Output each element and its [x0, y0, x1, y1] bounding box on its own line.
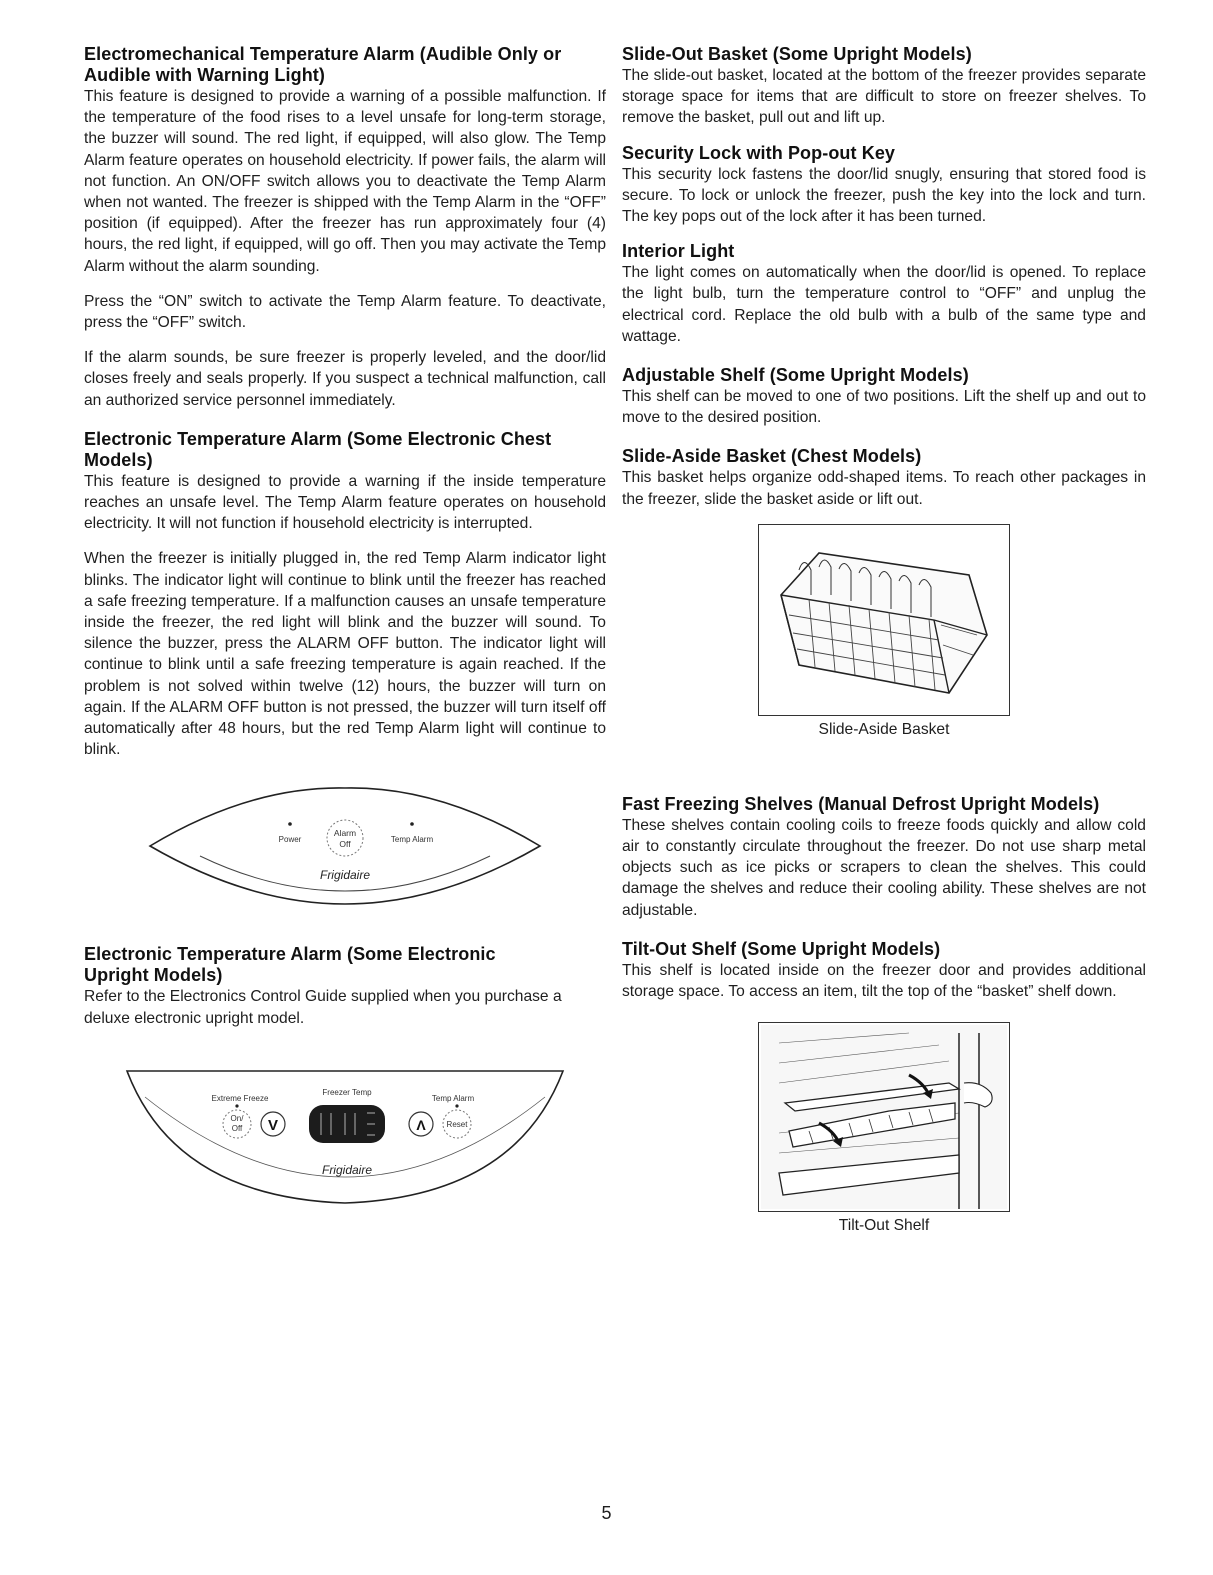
section-security-lock: [622, 143, 1146, 228]
up-arrow-icon: Λ: [416, 1116, 426, 1133]
section-title: Fast Freezing Shelves (Manual Defrost Upright Models): [622, 793, 1100, 814]
brand-logo: Frigidaire: [321, 1162, 373, 1177]
alarm-label: Alarm: [333, 828, 357, 839]
paragraph: The slide-out basket, located at the bottom of the freezer provides separate storage space for items that are difficult to store on freezer shelves. To remove the basket, pull out and lift up.: [622, 67, 1146, 127]
section-title: Tilt-Out Shelf (Some Upright Models): [622, 938, 941, 959]
paragraph: The light comes on automatically when the door/lid is opened. To replace the light bulb, turn the temperature control to “OFF” and unplug the electrical cord. Replace the old bulb with a bulb of the same type and wattage.: [622, 264, 1146, 345]
freezer-temp-label: Freezer Temp: [322, 1087, 372, 1097]
basket-drawing: [759, 525, 1009, 715]
temp-alarm-indicator-dot: [410, 823, 414, 827]
section-fast-freezing-shelves: [622, 794, 1146, 921]
brand-logo: Frigidaire: [319, 868, 371, 883]
upright-panel-drawing: [115, 1057, 575, 1207]
on-off-label-bottom: Off: [231, 1123, 243, 1133]
left-column: [84, 44, 606, 1207]
down-arrow-icon: V: [267, 1116, 279, 1134]
paragraph: This shelf is located inside on the freezer door and provides additional storage space. To access an item, tilt the top of the “basket” shelf down.: [622, 961, 1146, 1001]
section-title: Electronic Temperature Alarm (Some Electronic Chest Models): [84, 428, 552, 470]
chest-control-panel-illustration: [140, 776, 550, 906]
section-title: Slide-Aside Basket (Chest Models): [622, 446, 922, 467]
reset-label: Reset: [446, 1119, 468, 1129]
section-title: Interior Light: [622, 241, 735, 262]
figure-tilt-out-shelf: [622, 1022, 1146, 1236]
extreme-freeze-label: Extreme Freeze: [211, 1093, 269, 1103]
basket-image: [758, 524, 1010, 716]
paragraph: When the freezer is initially plugged in, the red Temp Alarm indicator light blinks. The indicator light will continue to blink until the freezer has reached a safe freezing temperature. If a malfunction causes an unsafe temperature inside the freezer, the red light will blink and the buzzer will sound. To silence the buzzer, press the ALARM OFF button. The indicator light will continue to blink until a safe freezing temperature is again reached. If the problem is not solved within twelve (12) hours, the buzzer will turn on again. If the ALARM OFF button is not pressed, the buzzer will turn itself off automatically after 48 hours, but the red Temp Alarm light will continue to blink.: [84, 550, 606, 759]
section-title: Electromechanical Temperature Alarm (Audible Only or Audible with Warning Light): [84, 44, 562, 85]
power-indicator-dot: [288, 823, 292, 827]
paragraph: This basket helps organize odd-shaped items. To reach other packages in the freezer, slide the basket aside or lift out.: [622, 469, 1146, 508]
page-number: 5: [601, 1503, 612, 1523]
tilt-shelf-drawing: [759, 1023, 1009, 1211]
paragraph: This security lock fastens the door/lid snugly, ensuring that stored food is secure. To lock or unlock the freezer, push the key into the lock and turn. The key pops out of the lock after it has been turned.: [622, 165, 1146, 226]
off-label: Off: [339, 839, 351, 850]
section-electronic-upright-alarm: [84, 944, 606, 1028]
paragraph: This feature is designed to provide a warning of a possible malfunction. If the temperature of the food rises to a level unsafe for long-term storage, the buzzer will sound. The red light, if equipped, will also glow. The Temp Alarm feature operates on household electricity. If power fails, the alarm will not function. An ON/OFF switch allows you to deactivate the Temp Alarm when not wanted. The freezer is shipped with the Temp Alarm in the “OFF” position (if equipped). After the freezer has run approximately four (4) hours, the red light, if equipped, will go off. Then you may activate the Temp Alarm without the alarm sounding.: [84, 88, 606, 275]
section-tilt-out-shelf: [622, 939, 1146, 1002]
paragraph: Refer to the Electronics Control Guide supplied when you purchase a deluxe electronic upright model.: [84, 988, 562, 1027]
section-slide-aside-basket: [622, 446, 1146, 509]
section-slide-out-basket: [622, 44, 1146, 129]
upright-control-panel-illustration: [115, 1057, 575, 1207]
section-interior-light: [622, 241, 1146, 347]
temp-alarm-label: Temp Alarm: [431, 1093, 475, 1103]
paragraph: This shelf can be moved to one of two positions. Lift the shelf up and out to move to the desired position.: [622, 388, 1146, 427]
section-electromechanical-alarm: [84, 44, 606, 411]
on-off-label-top: On/: [230, 1113, 244, 1123]
paragraph: This feature is designed to provide a warning if the inside temperature reaches an unsafe level. The Temp Alarm feature operates on household electricity. It will not function if household electricity is interrupted.: [84, 472, 606, 533]
paragraph: Press the “ON” switch to activate the Temp Alarm feature. To deactivate, press the “OFF” switch.: [84, 292, 606, 332]
section-title: Electronic Temperature Alarm (Some Electronic Upright Models): [84, 944, 496, 986]
chest-panel-drawing: [140, 776, 550, 906]
figure-caption: Slide-Aside Basket: [818, 720, 950, 738]
right-column: [622, 44, 1146, 1236]
section-adjustable-shelf: [622, 365, 1146, 428]
section-title: Slide-Out Basket (Some Upright Models): [622, 44, 972, 64]
section-title: Adjustable Shelf (Some Upright Models): [622, 365, 969, 386]
paragraph: These shelves contain cooling coils to freeze foods quickly and allow cold air to constantly circulate throughout the freezer. Do not use sharp metal objects such as ice picks or scrapers to clean the shelves. This could damage the shelves and reduce their cooling ability. These shelves are not adjustable.: [622, 816, 1146, 919]
tilt-shelf-image: [758, 1022, 1010, 1212]
section-title: Security Lock with Pop-out Key: [622, 142, 896, 163]
figure-caption: Tilt-Out Shelf: [838, 1217, 930, 1235]
section-electronic-chest-alarm: [84, 429, 606, 761]
figure-slide-aside-basket: [622, 524, 1146, 740]
paragraph: If the alarm sounds, be sure freezer is properly leveled, and the door/lid closes freely and seals properly. If you suspect a technical malfunction, call an authorized service personnel immediately.: [84, 349, 606, 409]
temp-alarm-label: Temp Alarm: [390, 835, 434, 845]
power-label: Power: [278, 835, 302, 845]
